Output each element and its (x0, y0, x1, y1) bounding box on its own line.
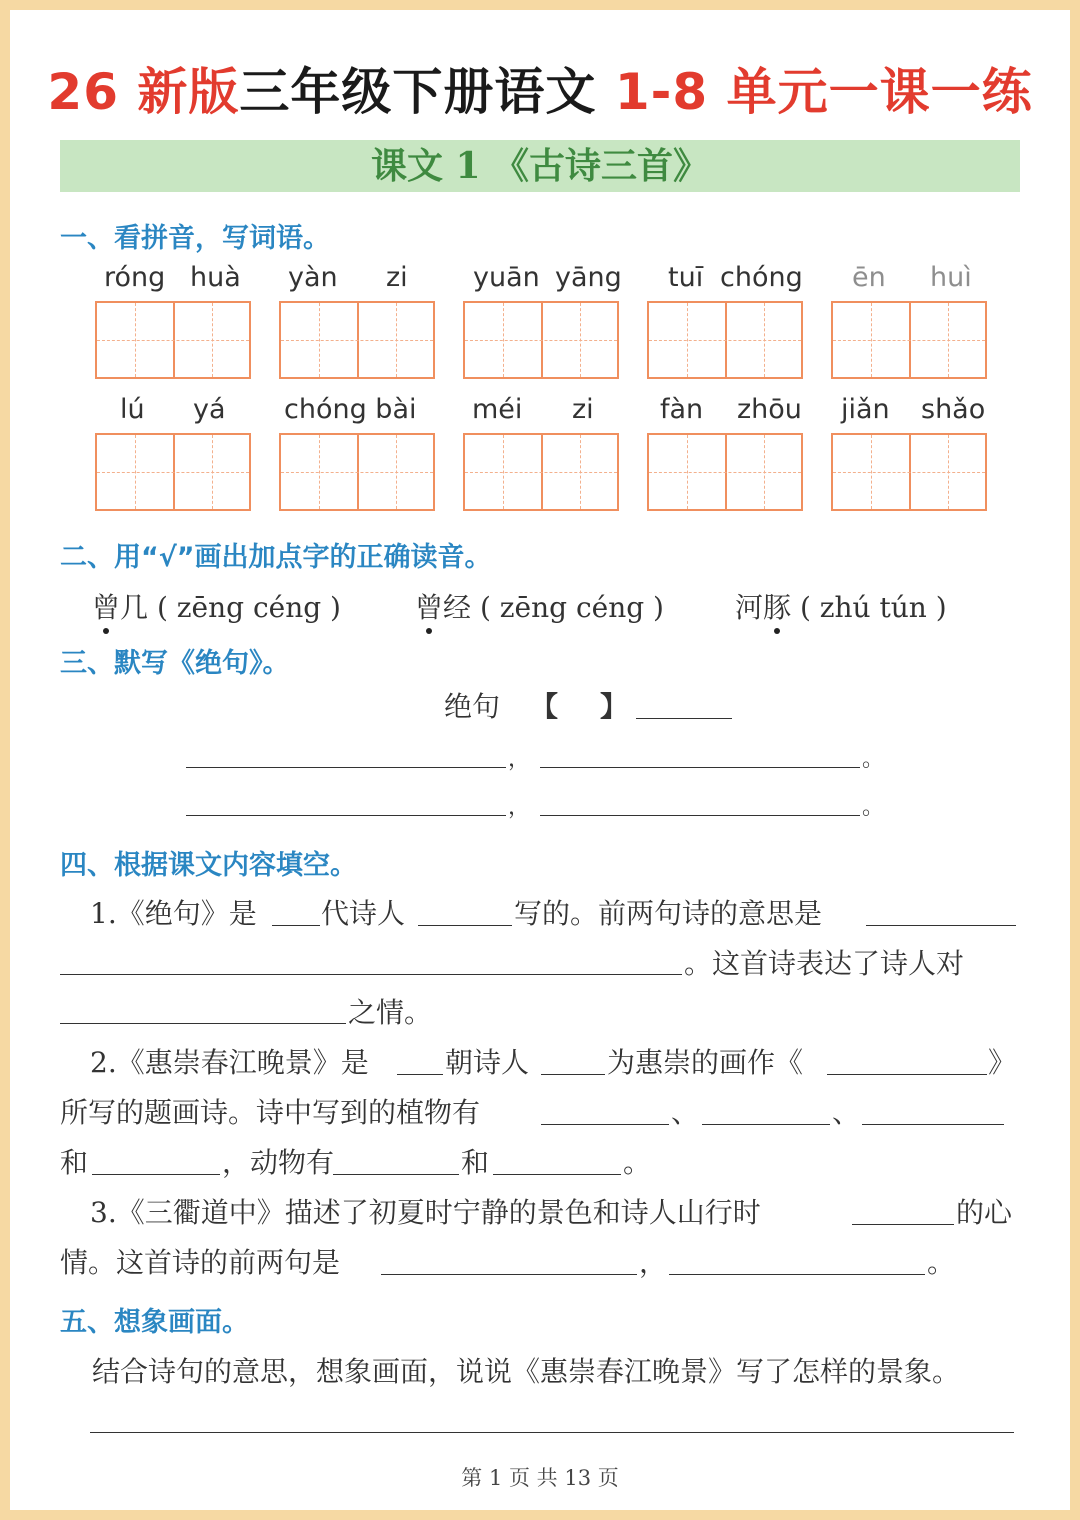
poem-line-blank[interactable] (540, 767, 860, 768)
blank[interactable] (92, 1174, 220, 1175)
blank[interactable] (541, 1124, 669, 1125)
q3-text: 。 (927, 1246, 956, 1279)
q3-text: 3.《三衢道中》描述了初夏时宁静的景色和诗人山行时 (90, 1196, 761, 1229)
blank[interactable] (381, 1274, 637, 1275)
blank[interactable] (852, 1224, 954, 1225)
pinyin: fàn (660, 394, 704, 425)
s5-prompt: 结合诗句的意思，想象画面，说说《惠崇春江晚景》写了怎样的景象。 (92, 1355, 961, 1388)
blank[interactable] (669, 1274, 925, 1275)
reading-item[interactable]: 曾几 ( zēng céng ) (92, 591, 341, 624)
q2-text: 2.《惠崇春江晚景》是 (90, 1046, 369, 1079)
pinyin: huì (930, 262, 972, 293)
section-5-heading: 五、想象画面。 (60, 1307, 249, 1338)
blank[interactable] (60, 974, 682, 975)
pinyin: chóng bài (284, 394, 417, 425)
pinyin: yuān (473, 262, 540, 293)
blank[interactable] (866, 925, 1016, 926)
q2-text: 朝诗人 (445, 1046, 530, 1079)
poem-line-blank[interactable] (540, 815, 860, 816)
pinyin: tuī (668, 262, 704, 293)
pinyin: yāng (555, 262, 622, 293)
blank[interactable] (862, 1124, 1004, 1125)
q2-text: ，动物有 (222, 1146, 335, 1179)
writing-box[interactable] (647, 301, 803, 379)
pinyin: ēn (852, 262, 886, 293)
pinyin: shǎo (921, 394, 986, 425)
pinyin: huà (190, 262, 241, 293)
writing-box[interactable] (831, 433, 987, 511)
q1-text: 代诗人 (321, 897, 406, 930)
poem-line-blank[interactable] (186, 767, 506, 768)
blank[interactable] (397, 1074, 443, 1075)
blank[interactable] (827, 1074, 987, 1075)
reading-item[interactable]: 河豚 ( zhú tún ) (735, 591, 947, 624)
blank[interactable] (272, 925, 320, 926)
poem-title: 绝句 (444, 690, 501, 723)
comma: ， (508, 795, 531, 820)
writing-box[interactable] (95, 301, 251, 379)
q2-text: 》 (988, 1046, 1017, 1079)
pinyin: lú (120, 394, 145, 425)
writing-box[interactable] (279, 301, 435, 379)
writing-box[interactable] (279, 433, 435, 511)
section-3-heading: 三、默写《绝句》。 (60, 648, 290, 679)
q2-text: 、 (832, 1096, 861, 1129)
bracket-open: 【 (530, 690, 559, 723)
page-title: 26 新版三年级下册语文 1-8 单元一课一练 (47, 63, 1033, 121)
blank[interactable] (60, 1023, 346, 1024)
q2-text: 和 (461, 1146, 490, 1179)
pinyin: róng (104, 262, 166, 293)
page-footer: 第 1 页 共 13 页 (461, 1466, 619, 1490)
q2-text: 和 (60, 1146, 89, 1179)
q3-text: 情。这首诗的前两句是 (60, 1246, 341, 1279)
blank[interactable] (418, 925, 512, 926)
q1-text: 。这首诗表达了诗人对 (684, 947, 965, 980)
writing-box[interactable] (463, 301, 619, 379)
q2-text: 所写的题画诗。诗中写到的植物有 (60, 1096, 481, 1129)
section-4-heading: 四、根据课文内容填空。 (60, 850, 357, 881)
period: 。 (862, 795, 885, 820)
bracket-close: 】 (600, 690, 629, 723)
writing-box[interactable] (647, 433, 803, 511)
pinyin: zhōu (737, 394, 802, 425)
q2-text: 为惠崇的画作《 (607, 1046, 804, 1079)
blank[interactable] (541, 1074, 605, 1075)
writing-box[interactable] (95, 433, 251, 511)
q3-text: ， (639, 1246, 668, 1279)
section-1-heading: 一、看拼音，写词语。 (60, 223, 330, 254)
poet-blank[interactable] (636, 718, 732, 719)
lesson-banner: 课文 1 《古诗三首》 (60, 140, 1020, 192)
comma: ， (508, 747, 531, 772)
q1-text: 之情。 (348, 996, 433, 1029)
period: 。 (862, 747, 885, 772)
reading-item[interactable]: 曾经 ( zēng céng ) (415, 591, 664, 624)
q1-text: 写的。前两句诗的意思是 (514, 897, 823, 930)
pinyin: zi (386, 262, 408, 293)
pinyin: zi (572, 394, 594, 425)
blank[interactable] (493, 1174, 621, 1175)
q2-text: 、 (671, 1096, 700, 1129)
blank[interactable] (333, 1174, 459, 1175)
pinyin: yàn (288, 262, 338, 293)
answer-line[interactable] (90, 1432, 1014, 1433)
pinyin: yá (193, 394, 226, 425)
poem-line-blank[interactable] (186, 815, 506, 816)
blank[interactable] (702, 1124, 830, 1125)
q3-text: 的心 (956, 1196, 1013, 1229)
pinyin: chóng (720, 262, 803, 293)
writing-box[interactable] (463, 433, 619, 511)
q1-text: 1.《绝句》是 (90, 897, 257, 930)
pinyin: méi (472, 394, 523, 425)
writing-box[interactable] (831, 301, 987, 379)
pinyin: jiǎn (841, 394, 890, 425)
q2-text: 。 (623, 1146, 652, 1179)
section-2-heading: 二、用“√”画出加点字的正确读音。 (60, 542, 492, 573)
